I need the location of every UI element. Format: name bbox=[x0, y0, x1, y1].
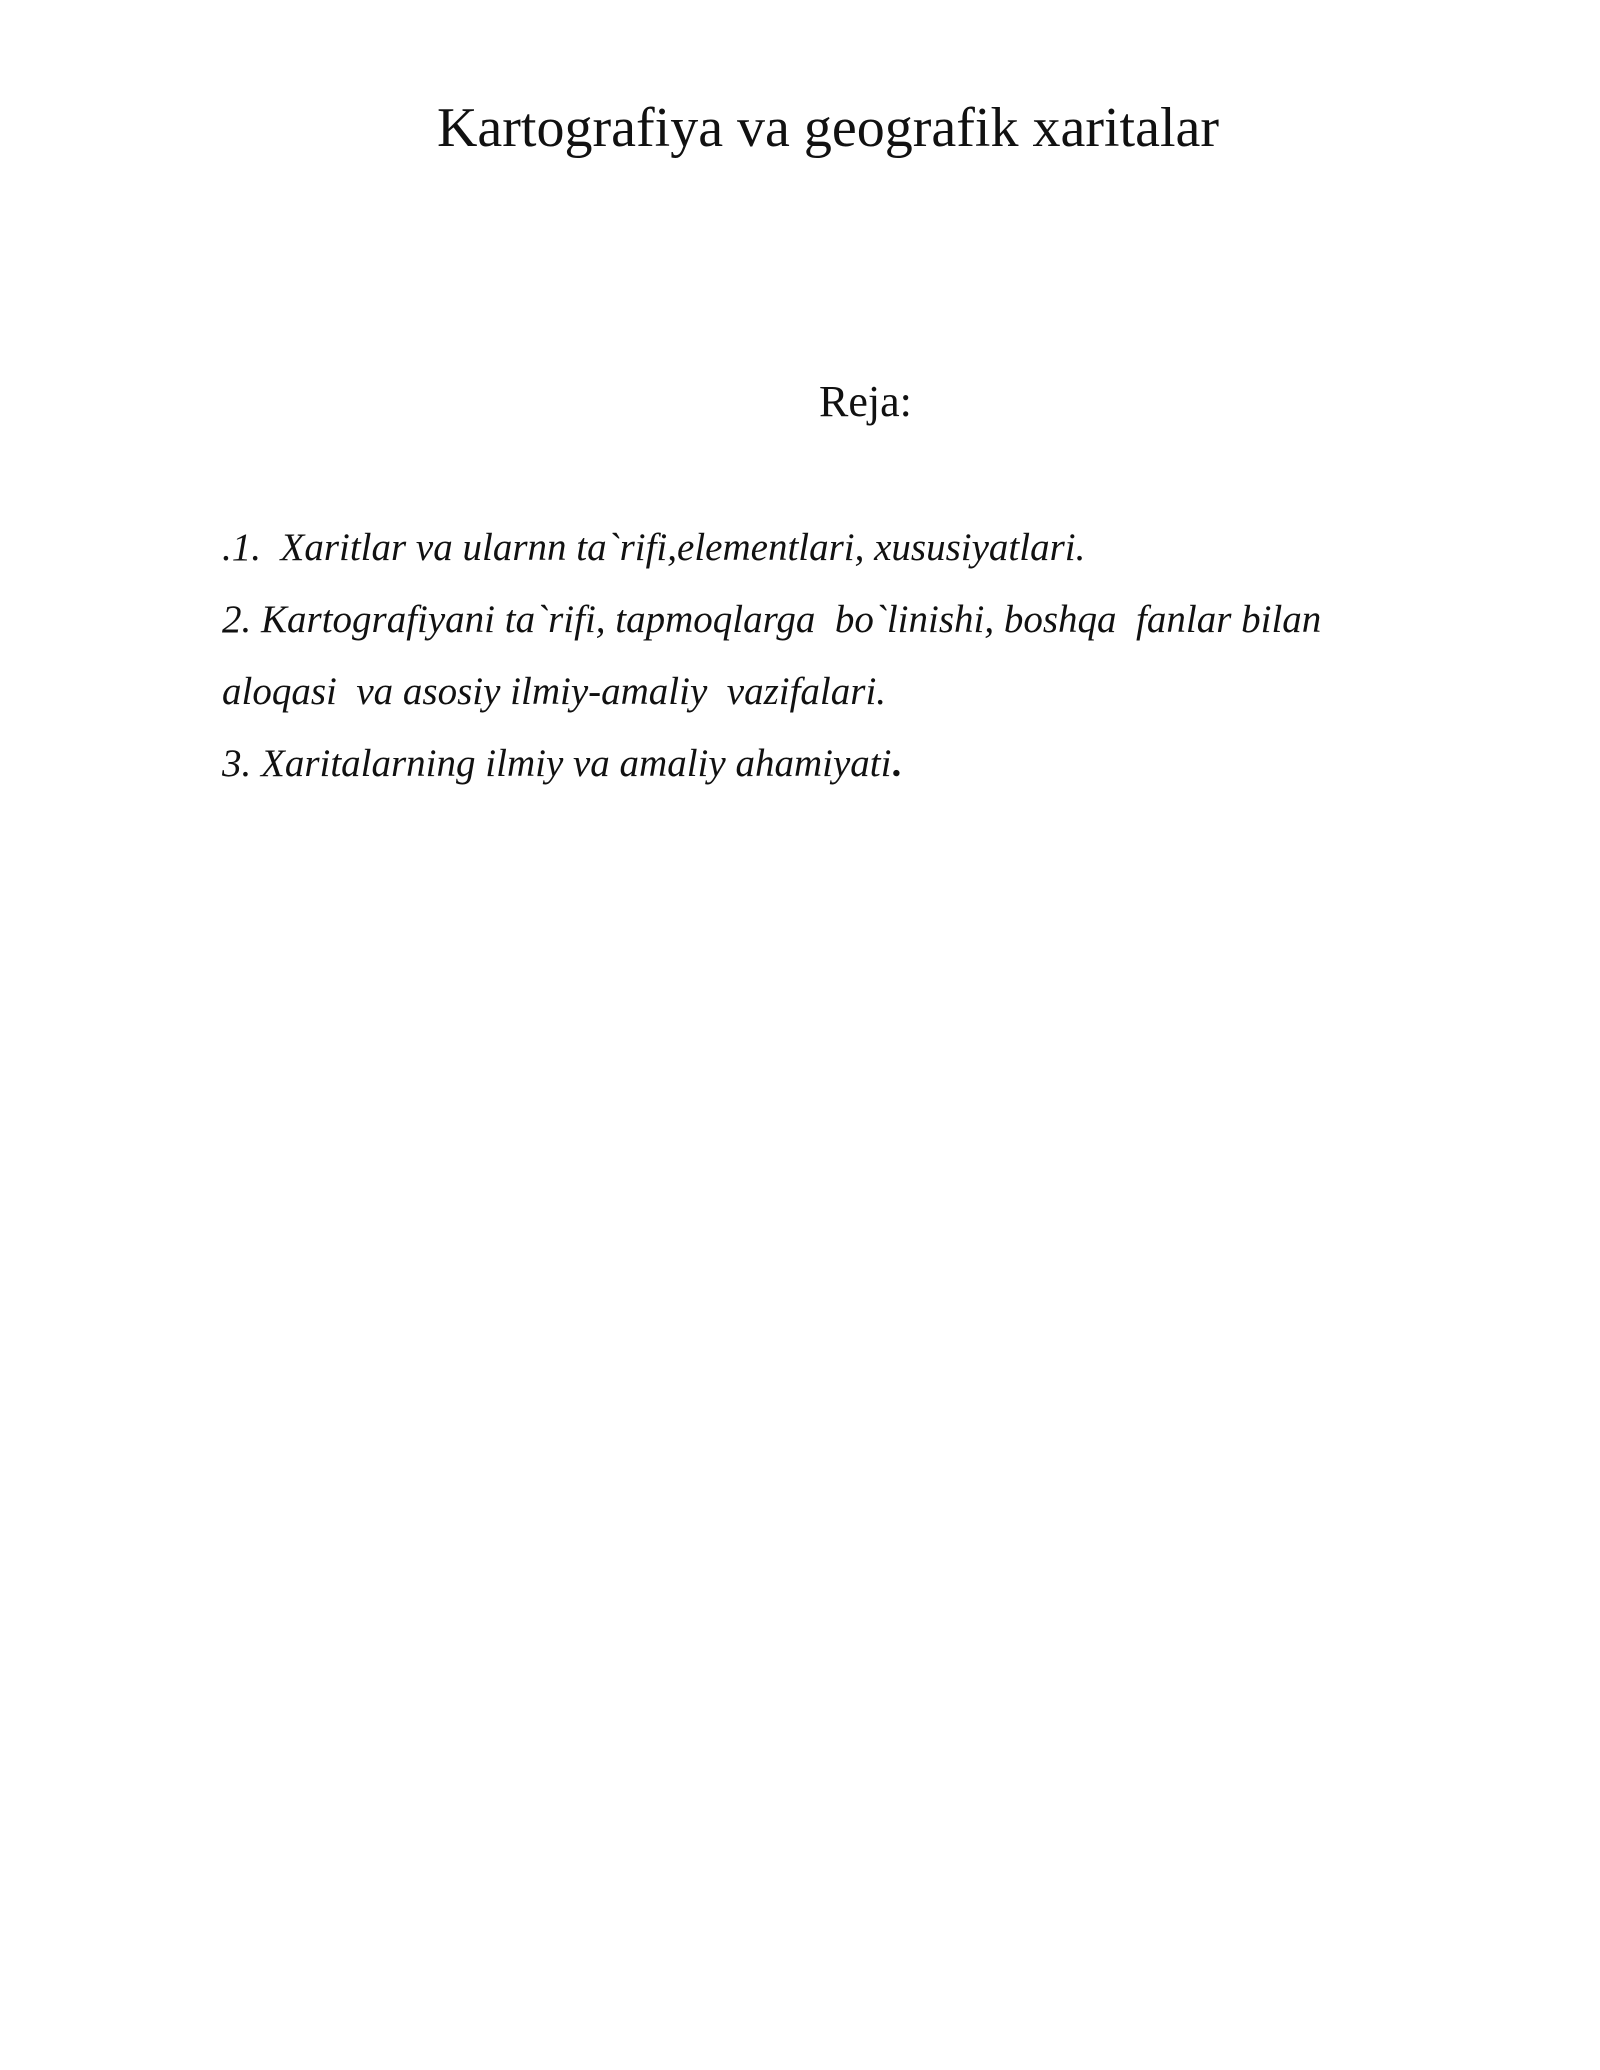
plan-line-3 bbox=[222, 728, 1442, 800]
plan-line-2: 2. Kartografiyani ta`rifi, tapmoqlarga bo`linishi, boshqa fanlar bilan bbox=[222, 598, 1322, 641]
plan-line-3-text: 3. Xaritalarning ilmiy va amaliy ahamiyati bbox=[222, 742, 892, 785]
plan-line-2-continued: aloqasi va asosiy ilmiy-amaliy vazifalari. bbox=[222, 670, 887, 713]
plan-line-1: .1. Xaritlar va ularnn ta`rifi,elementlari, xususiyatlari. bbox=[222, 526, 1086, 569]
page-title: Kartografiya va geografik xaritalar bbox=[436, 97, 1220, 159]
plan-line-3-period: . bbox=[891, 742, 902, 785]
plan-heading: Reja: bbox=[819, 377, 912, 426]
plan-list bbox=[222, 512, 1442, 800]
